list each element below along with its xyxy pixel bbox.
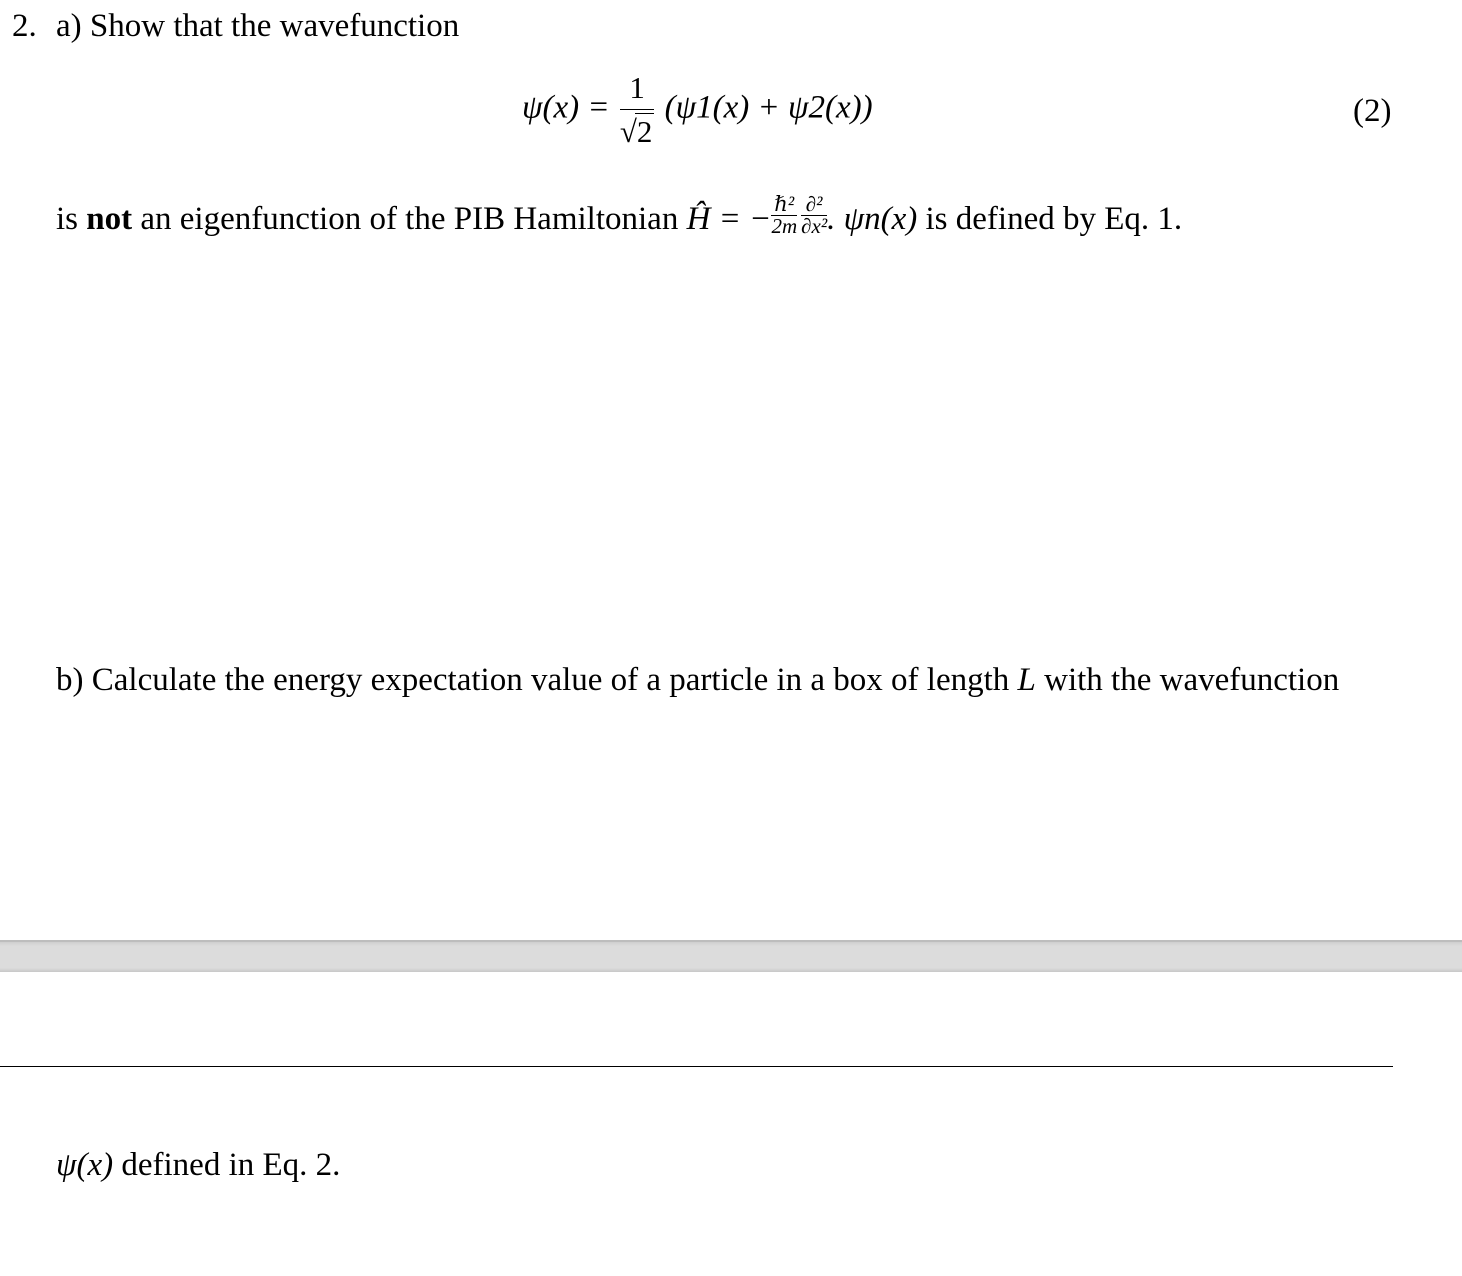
defined-by-eq-1: is defined by Eq. 1. — [925, 201, 1183, 237]
part-a-line-2 — [56, 194, 1182, 237]
equation-tag-text: (2) — [1353, 93, 1392, 129]
header-rule — [0, 1066, 1393, 1067]
two-m: 2m — [771, 214, 798, 238]
part-a-hamiltonian-label: an eigenfunction of the PIB Hamiltonian — [140, 201, 679, 237]
partial-x-squared: ∂x² — [801, 214, 828, 238]
part-b-end-text: with the wavefunction — [1044, 662, 1340, 698]
part-a-bold-not: not — [86, 201, 133, 237]
part-b-continued — [56, 1149, 340, 1182]
part-b-length-var: L — [1017, 662, 1036, 698]
part-a-intro: Show that the wavefunction — [89, 8, 460, 44]
part-a-label: a) — [56, 8, 82, 44]
coefficient-numerator: 1 — [629, 70, 645, 105]
coefficient-denominator — [620, 111, 655, 150]
hbar-squared: ℏ² — [774, 192, 795, 216]
equation-2-coefficient — [620, 70, 655, 150]
hbar-over-2m — [771, 194, 797, 237]
problem-number — [12, 10, 37, 43]
problem-number-text: 2. — [12, 8, 37, 44]
part-a-heading — [56, 10, 459, 43]
fraction-bar — [620, 109, 655, 110]
equation-2 — [522, 70, 873, 150]
hamiltonian-operator: Ĥ = − — [686, 201, 772, 237]
partial-squared: ∂² — [805, 192, 823, 216]
page-break — [0, 942, 1462, 972]
psi-n-of-x: . ψn(x) — [827, 201, 918, 237]
psi-of-x: ψ(x) — [56, 1147, 114, 1183]
part-b-text: b) Calculate the energy expectation value of a particle in a box of length — [56, 662, 1010, 698]
second-derivative — [801, 194, 827, 237]
part-a-is: is — [56, 201, 79, 237]
equation-2-tag — [1353, 95, 1391, 128]
part-b-line — [56, 664, 1339, 697]
defined-in-eq-2: defined in Eq. 2. — [121, 1147, 341, 1183]
sqrt-symbol: √2 — [619, 114, 653, 149]
sqrt-radicand: 2 — [636, 114, 653, 149]
equation-2-lhs: ψ(x) = — [522, 89, 610, 126]
equation-2-rhs: (ψ1(x) + ψ2(x)) — [664, 89, 873, 126]
